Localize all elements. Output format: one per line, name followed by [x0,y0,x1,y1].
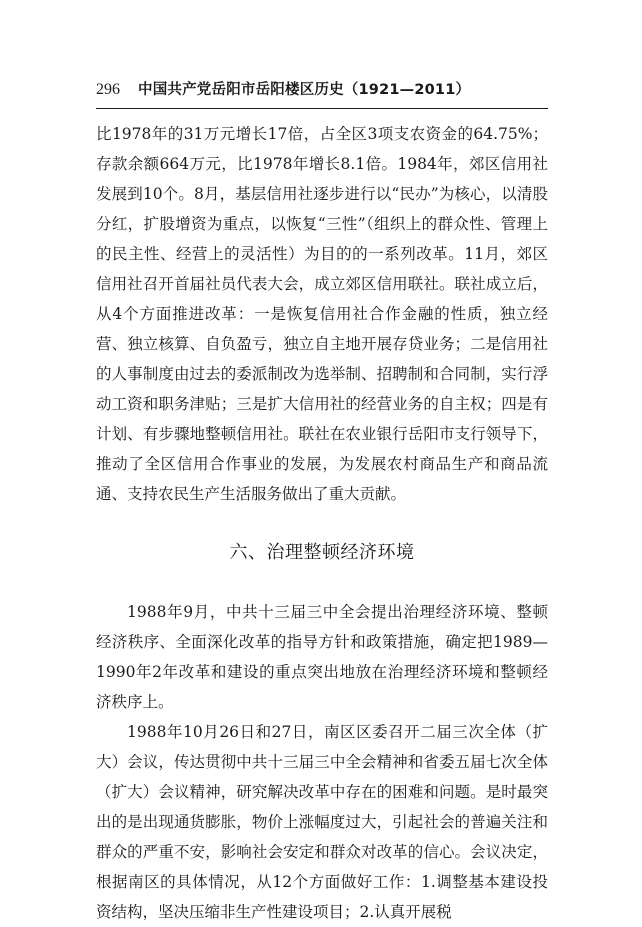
header-rule [96,108,548,109]
paragraph: 比1978年的31万元增长17倍，占全区3项支农资金的64.75%；存款余额664万元，比1978年增长8.1倍。1984年，郊区信用社发展到10个。8月，基层信用社逐步进行以“民办”为核心，以清股分红，扩股增资为重点，以恢复“三性”（组织上的群众性、管理上的民主性、经营上的灵活性）为目的的一系列改革。11月，郊区信用社召开首届社员代表大会，成立郊区信用联社。联社成立后，从4个方面推进改革：一是恢复信用社合作金融的性质，独立经营、独立核算、自负盈亏，独立自主地开展存贷业务；二是信用社的人事制度由过去的委派制改为选举制、招聘制和合同制，实行浮动工资和职务津贴；三是扩大信用社的经营业务的自主权；四是有计划、有步骤地整顿信用社。联社在农业银行岳阳市支行领导下，推动了全区信用合作事业的发展，为发展农村商品生产和商品流通、支持农民生产生活服务做出了重大贡献。 [96,125,548,503]
page-number: 296 [96,81,120,98]
paragraph: 1988年9月，中共十三届三中全会提出治理经济环境、整顿经济秩序、全面深化改革的指导方针和政策措施，确定把1989—1990年2年改革和建设的重点突出地放在治理经济环境和整顿经济秩序上。 [96,603,548,711]
book-title: 中国共产党岳阳市岳阳楼区历史（1921—2011） [138,82,471,98]
body-text [96,119,548,927]
running-header [96,78,548,104]
paragraph: 1988年10月26日和27日，南区区委召开二届三次全体（扩大）会议，传达贯彻中共十三届三中全会精神和省委五届七次全体（扩大）会议精神，研究解决改革中存在的困难和问题。是时最突出的是出现通货膨胀，物价上涨幅度过大，引起社会的普遍关注和群众的严重不安，影响社会安定和群众对改革的信心。会议决定，根据南区的具体情况，从12个方面做好工作：1.调整基本建设投资结构，坚决压缩非生产性建设项目；2.认真开展税 [96,723,548,921]
book-page [96,78,548,927]
section-heading: 六、治理整顿经济环境 [229,542,415,563]
